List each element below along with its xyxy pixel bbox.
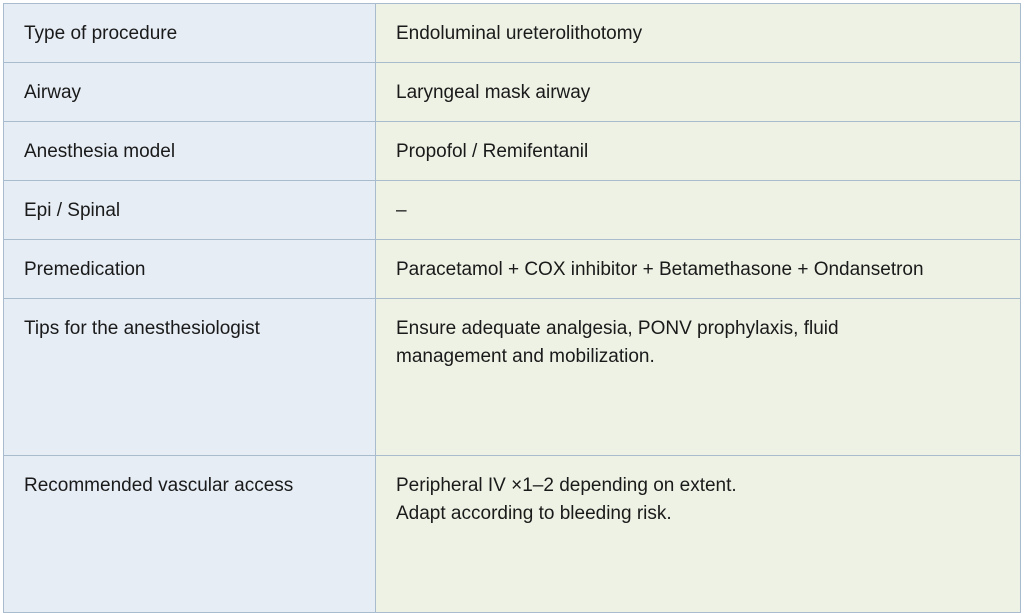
row-label: Type of procedure bbox=[4, 4, 376, 63]
row-value-line: Adapt according to bleeding risk. bbox=[396, 503, 672, 524]
row-value-line: management and mobilization. bbox=[396, 346, 655, 367]
row-value-line: – bbox=[396, 200, 407, 221]
row-label: Premedication bbox=[4, 240, 376, 299]
row-value-line: Propofol / Remifentanil bbox=[396, 141, 589, 162]
row-value bbox=[376, 63, 1021, 122]
row-label: Epi / Spinal bbox=[4, 181, 376, 240]
row-label: Airway bbox=[4, 63, 376, 122]
row-label: Recommended vascular access bbox=[4, 456, 376, 613]
row-value-line: Laryngeal mask airway bbox=[396, 82, 591, 103]
row-label: Anesthesia model bbox=[4, 122, 376, 181]
row-value bbox=[376, 240, 1021, 299]
row-value bbox=[376, 456, 1021, 613]
row-value-line: Paracetamol + COX inhibitor + Betamethasone + Ondansetron bbox=[396, 259, 924, 280]
table-row-epi-spinal bbox=[4, 181, 1021, 240]
table-row-vascular-access bbox=[4, 456, 1021, 613]
table-row-airway bbox=[4, 63, 1021, 122]
row-value-line: Peripheral IV ×1–2 depending on extent. bbox=[396, 475, 737, 496]
row-value bbox=[376, 299, 1021, 456]
anesthesia-info-table bbox=[3, 3, 1021, 613]
table-row-type-of-procedure bbox=[4, 4, 1021, 63]
row-value-line: Endoluminal ureterolithotomy bbox=[396, 23, 643, 44]
table-row-anesthesia-model bbox=[4, 122, 1021, 181]
row-value bbox=[376, 122, 1021, 181]
row-value-line: Ensure adequate analgesia, PONV prophylaxis, fluid bbox=[396, 318, 839, 339]
row-value bbox=[376, 181, 1021, 240]
row-label: Tips for the anesthesiologist bbox=[4, 299, 376, 456]
table-row-premedication bbox=[4, 240, 1021, 299]
row-value bbox=[376, 4, 1021, 63]
table-row-tips bbox=[4, 299, 1021, 456]
